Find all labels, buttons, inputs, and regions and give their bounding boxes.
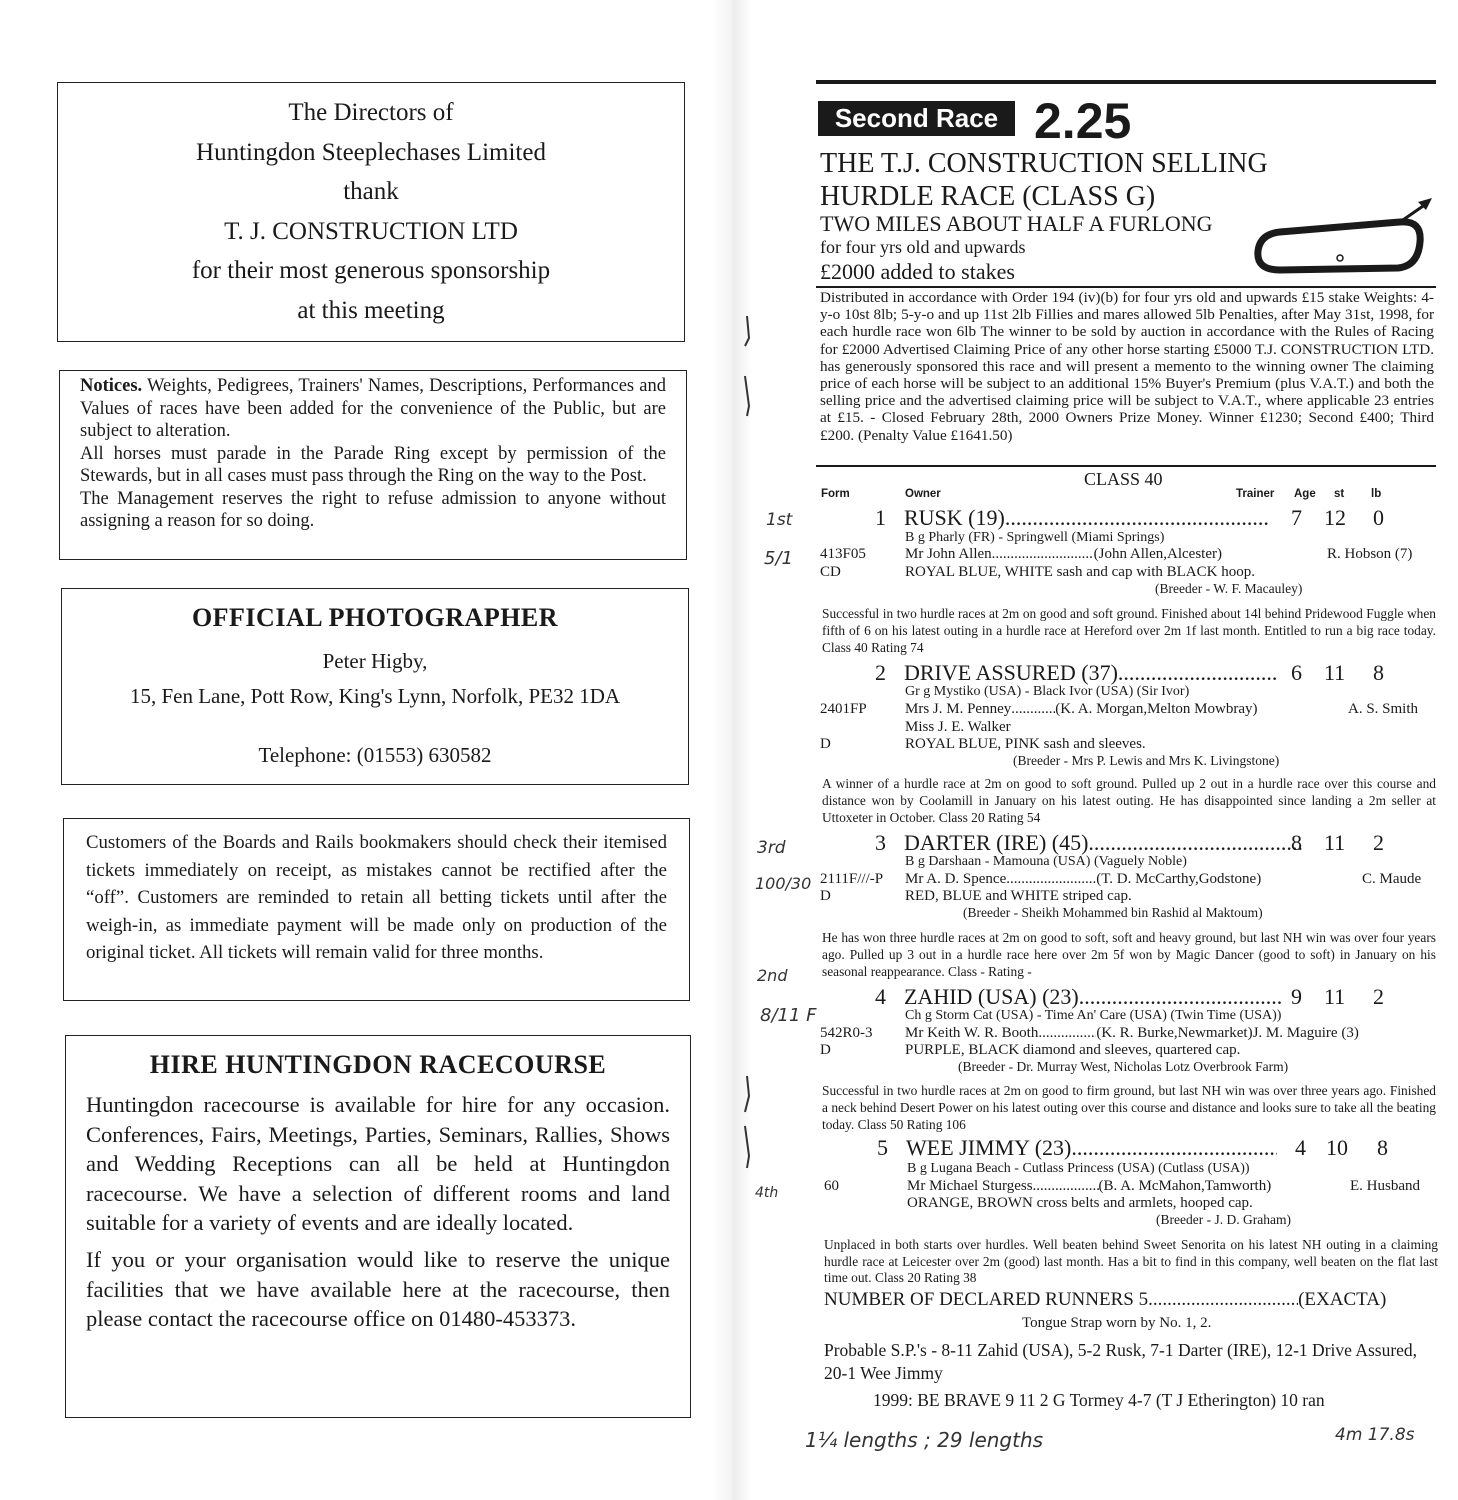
runner-trainer: (John Allen,Alcester) (1093, 546, 1222, 562)
tongue-strap-note: Tongue Strap worn by No. 1, 2. (1022, 1315, 1212, 1331)
runner-form-flags: D (820, 888, 831, 904)
runner-name: DARTER (IRE) (45) (904, 830, 1089, 855)
photographer-address: 15, Fen Lane, Pott Row, King's Lynn, Norfolk, PE32 1DA (129, 684, 621, 708)
runner-form-flags: D (820, 1042, 831, 1058)
runner-breeding: B g Darshaan - Mamouna (USA) (Vaguely Noble) (905, 854, 1187, 869)
runner-owner: Mrs J. M. Penney (905, 701, 1012, 717)
runner-age: 7 (1291, 505, 1302, 530)
runner-jockey: J. M. Maguire (3) (1252, 1025, 1359, 1041)
conditions-rule-bottom (816, 465, 1436, 467)
runner-trainer: (B. A. McMahon,Tamworth) (1098, 1178, 1272, 1194)
runner-breeder: (Breeder - Mrs P. Lewis and Mrs K. Livingstone) (1013, 753, 1280, 768)
runner-comment: He has won three hurdle races at 2m on good to soft, soft and heavy ground, but last NH win was over four years ago. Pulled up 3 out in a hurdle race here over 2m 5f won by Magic Dancer (good to soft) in January on his seasonal reappearance. Class - Rating - (822, 930, 1436, 979)
handwritten-place-3: 3rd (757, 838, 786, 858)
runner-breeding: B g Lugana Beach - Cutlass Princess (USA) (Cutlass (USA)) (907, 1161, 1250, 1176)
notices-heading: Notices. (80, 376, 143, 396)
runner-form: 60 (824, 1178, 839, 1194)
runner-jockey: C. Maude (1362, 871, 1422, 887)
runner-trainer: (K. R. Burke,Newmarket) (1096, 1025, 1253, 1041)
handwritten-place-4: 2nd (757, 966, 788, 985)
runner-colours: ROYAL BLUE, WHITE sash and cap with BLACK hoop. (905, 564, 1255, 580)
conditions-rule-top (816, 286, 1436, 288)
handwritten-place-1: 1st (766, 510, 793, 530)
runner-age: 4 (1295, 1135, 1306, 1160)
hire-title: HIRE HUNTINGDON RACECOURSE (149, 1050, 607, 1079)
class-label: CLASS 40 (1084, 469, 1163, 489)
last-year-result: 1999: BE BRAVE 9 11 2 G Tormey 4-7 (T J Etherington) 10 ran (873, 1390, 1325, 1410)
race-distance: TWO MILES ABOUT HALF A FURLONG (820, 211, 1213, 236)
runner-number: 5 (877, 1135, 888, 1160)
runner-number: 2 (875, 660, 886, 685)
runner-st: 12 (1324, 505, 1346, 530)
runner-jockey: A. S. Smith (1348, 701, 1419, 717)
runner-breeding: Ch g Storm Cat (USA) - Time An' Care (USA) (Twin Time (USA)) (905, 1008, 1282, 1023)
hire-paragraph-2: If you or your organisation would like to reserve the unique facilities that we have available here at the racecourse, then please contact the racecourse office on 01480-453373. (86, 1246, 670, 1332)
runner-age: 6 (1291, 660, 1302, 685)
notices-paragraph-3: The Management reserves the right to refuse admission to anyone without assigning a reason for so doing. (80, 488, 666, 531)
runner-colours: RED, BLUE and WHITE striped cap. (905, 888, 1132, 904)
runner-st: 11 (1324, 984, 1346, 1009)
race-badge: Second Race (818, 101, 1015, 136)
runner-form: 2401FP (820, 701, 867, 717)
runner-lb: 8 (1373, 660, 1384, 685)
race-title-line-1: THE T.J. CONSTRUCTION SELLING (820, 148, 1268, 179)
runner-number: 3 (875, 830, 886, 855)
column-lb: lb (1371, 488, 1382, 500)
runner-breeder: (Breeder - W. F. Macauley) (1155, 581, 1303, 596)
column-form: Form (821, 488, 850, 500)
photographer-name: Peter Higby, (322, 649, 428, 673)
runner-form: 413F05 (820, 546, 866, 562)
runner-trainer: (T. D. McCarthy,Godstone) (1096, 871, 1262, 887)
runner-lb: 8 (1377, 1135, 1388, 1160)
notices-paragraph-2: All horses must parade in the Parade Ring except by permission of the Stewards, but in all cases must pass through the Ring on the way to the Post. (80, 443, 666, 486)
runner-owner: Mr John Allen (905, 546, 992, 562)
runner-jockey: R. Hobson (7) (1327, 546, 1413, 562)
race-title-line-2: HURDLE RACE (CLASS G) (820, 181, 1156, 212)
runner-lb: 0 (1373, 505, 1384, 530)
runner-breeding: B g Pharly (FR) - Springwell (Miami Springs) (905, 530, 1165, 545)
handwritten-time: 4m 17.8s (1335, 1425, 1415, 1445)
runner-breeder: (Breeder - Dr. Murray West, Nicholas Lotz Overbrook Farm) (958, 1059, 1289, 1074)
top-rule (816, 80, 1436, 84)
bet-type: (EXACTA) (1298, 1289, 1387, 1310)
bookmakers-box (63, 818, 690, 1001)
sponsor-line-5: for their most generous sponsorship (191, 257, 551, 284)
runner-comment: A winner of a hurdle race at 2m on good to soft ground. Pulled up 2 out in a hurdle race over this course and distance won by Coolamill in January on his latest outing. He has disappointed since landing a 2m seller at Uttoxeter in October. Class 20 Rating 54 (822, 776, 1436, 825)
handwritten-margins: 1¼ lengths ; 29 lengths (805, 1428, 1044, 1452)
notices-paragraph-1: Weights, Pedigrees, Trainers' Names, Descriptions, Performances and Values of races have been added for the convenience of the Public, but are subject to alteration. (80, 376, 667, 441)
handwritten-odds-1: 5/1 (764, 548, 793, 569)
runner-name: RUSK (19) (904, 505, 1005, 530)
column-age: Age (1294, 488, 1316, 500)
race-eligibility: for four yrs old and upwards (820, 237, 1026, 257)
runner-comment: Successful in two hurdle races at 2m on good to firm ground, but last NH win was over three years ago. Finished a neck behind Desert Power on his latest outing over this course and distance and looks sure to take all the beating today. Class 50 Rating 106 (822, 1083, 1436, 1132)
handwritten-odds-4: 8/11 F (760, 1005, 817, 1026)
runner-breeder: (Breeder - Sheikh Mohammed bin Rashid al Maktoum) (963, 905, 1263, 920)
runner-form-flags: D (820, 736, 831, 752)
race-time: 2.25 (1034, 93, 1132, 149)
runner-owner: Mr Michael Sturgess (907, 1178, 1033, 1194)
runner-name: DRIVE ASSURED (37) (904, 660, 1118, 685)
declared-runners (824, 1289, 1386, 1311)
runner-lb: 2 (1373, 830, 1384, 855)
column-headers (0, 488, 1458, 504)
runner-number: 4 (875, 984, 886, 1009)
runner-colours: ROYAL BLUE, PINK sash and sleeves. (905, 736, 1146, 752)
notices-box (59, 370, 687, 560)
runner-owner: Mr Keith W. R. Booth (905, 1025, 1039, 1041)
runner-name: WEE JIMMY (23) (906, 1135, 1072, 1160)
runner-name: ZAHID (USA) (23) (904, 984, 1079, 1009)
runner-st: 10 (1326, 1135, 1348, 1160)
runner-colours: ORANGE, BROWN cross belts and armlets, hooped cap. (907, 1195, 1253, 1211)
handwritten-odds-3: 100/30 (755, 874, 812, 893)
runner-breeding: Gr g Mystiko (USA) - Black Ivor (USA) (Sir Ivor) (905, 684, 1190, 699)
sponsor-line-6: at this meeting (297, 296, 445, 324)
page-fold (712, 0, 752, 1500)
probable-sps: Probable S.P.'s - 8-11 Zahid (USA), 5-2 Rusk, 7-1 Darter (IRE), 12-1 Drive Assured, 20-1 Wee Jimmy (824, 1340, 1418, 1383)
runner-comment: Successful in two hurdle races at 2m on good and soft ground. Finished about 14l behind Pridewood Fuggle when fifth of 6 on his latest outing in a hurdle race at Hereford over 2m 1f last month. Entitled to run a big race today. Class 40 Rating 74 (822, 606, 1436, 655)
runner-comment: Unplaced in both starts over hurdles. Well beaten behind Sweet Senorita on his latest NH outing in a claiming hurdle race at Leicester over 2m (good) last month. Has a bit to find in this company, well beaten on the flat last time out. Class 20 Rating 38 (824, 1237, 1438, 1285)
runner-trainer: (K. A. Morgan,Melton Mowbray) (1055, 701, 1258, 717)
runner-breeder: (Breeder - J. D. Graham) (1156, 1212, 1291, 1227)
race-prize: £2000 added to stakes (820, 259, 1015, 284)
column-st: st (1334, 488, 1345, 500)
runner-age: 9 (1291, 984, 1302, 1009)
column-trainer: Trainer (1236, 488, 1275, 500)
runner-colours: PURPLE, BLACK diamond and sleeves, quartered cap. (905, 1042, 1241, 1058)
declared-runners-text: NUMBER OF DECLARED RUNNERS 5 (824, 1289, 1149, 1310)
handwritten-place-5: 4th (755, 1185, 779, 1201)
runner-number: 1 (875, 505, 886, 530)
hire-box (65, 1035, 691, 1418)
race-conditions: Distributed in accordance with Order 194 (iv)(b) for four yrs old and upwards £15 stake Weights: 4-y-o 10st 8lb; 5-y-o and up 11st 2lb Fillies and mares allowed 5lb Penalties, after May 31st, 1998, for each hurdle race won 6lb The winner to be sold by auction in accordance with the Rules of Racing for £2000 Advertised Claiming Price of any other horse starting £5000 T.J. CONSTRUCTION LTD. has generously sponsored this race and will present a memento to the winning owner The claiming price of each horse will be subject to an additional 15% Buyer's Premium (plus V.A.T.) and both the selling price and the advertised claiming price will be subject to V.A.T., where applicable 23 entries at £15. - Closed February 28th, 2000 Owners Prize Money. Winner £1230; Second £400; Third £200. (Penalty Value £1641.50) (820, 289, 1434, 444)
sponsor-line-3: thank (343, 178, 399, 205)
runner-owner: Mr A. D. Spence (905, 871, 1007, 887)
hire-paragraph-1: Huntingdon racecourse is available for hire for any occasion. Conferences, Fairs, Meetings, Parties, Seminars, Rallies, Shows and Wedding Receptions can all be held at Huntingdon racecourse. We have a selection of different rooms and land suitable for a variety of events and are ideally located. (86, 1092, 670, 1236)
sponsor-line-4: T. J. CONSTRUCTION LTD (224, 217, 518, 245)
runner-jockey: E. Husband (1350, 1178, 1420, 1194)
runner-lb: 2 (1373, 984, 1384, 1009)
runner-st: 11 (1324, 660, 1346, 685)
bracket-mark-icon (735, 310, 765, 430)
photographer-telephone: Telephone: (01553) 630582 (258, 743, 492, 767)
sponsor-line-1: The Directors of (288, 99, 454, 126)
sponsor-line-2: Huntingdon Steeplechases Limited (196, 138, 546, 166)
bookmakers-text: Customers of the Boards and Rails bookmakers should check their itemised tickets immediately on receipt, as mistakes cannot be rectified after the “off”. Customers are reminded to retain all betting tickets until after the weigh-in, as immediate payment will be made only on production of the original ticket. All tickets will remain valid for three months. (86, 832, 667, 963)
photographer-box (61, 588, 689, 785)
sponsor-box (57, 82, 685, 342)
bracket-mark-icon (735, 1070, 765, 1180)
runner-form: 2111F///-P (820, 871, 884, 887)
runner-form: 542R0-3 (820, 1025, 873, 1041)
column-owner: Owner (905, 488, 941, 500)
course-map-icon (1250, 196, 1440, 282)
photographer-title: OFFICIAL PHOTOGRAPHER (191, 603, 559, 632)
runner-owner-2: Miss J. E. Walker (905, 719, 1011, 735)
runner-age: 8 (1291, 830, 1302, 855)
runner-st: 11 (1324, 830, 1346, 855)
runner-form-flags: CD (820, 564, 841, 580)
